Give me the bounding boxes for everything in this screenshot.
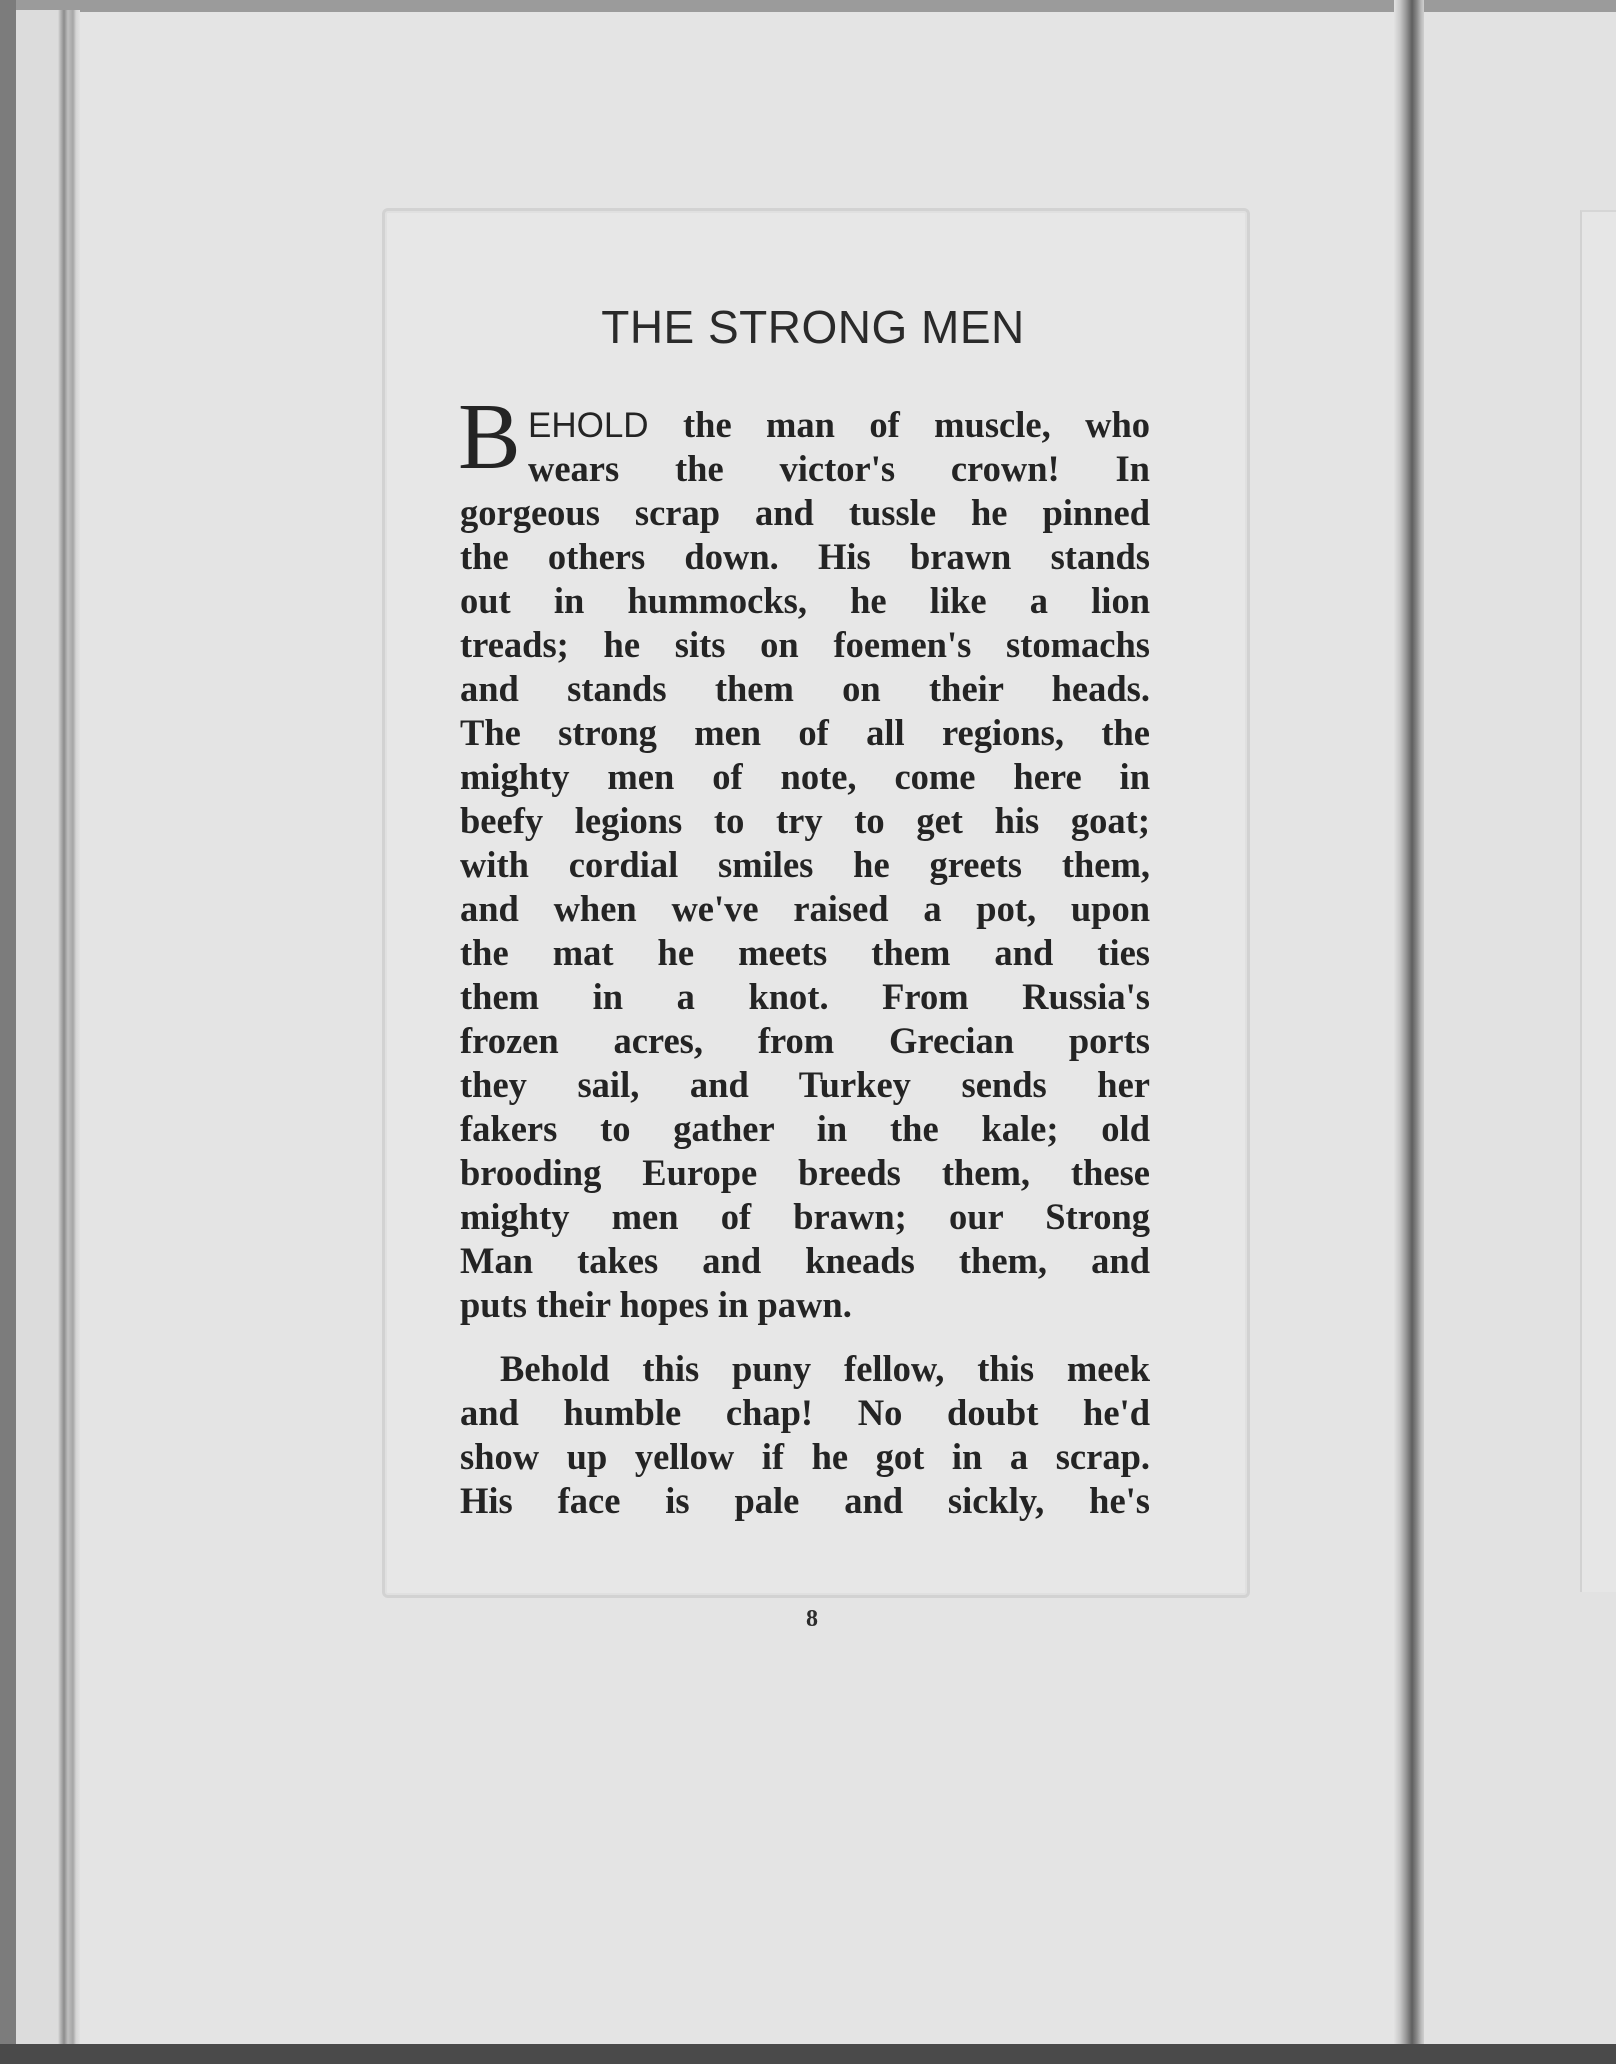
text-line: and when we've raised a pot, upon [460, 888, 1150, 929]
page-number: 8 [806, 1606, 818, 1632]
facing-page-plate-mark [1580, 210, 1616, 1592]
drop-cap: B [458, 385, 521, 489]
text-line: they sail, and Turkey sends her [460, 1064, 1150, 1105]
text-line: fakers to gather in the kale; old [460, 1108, 1150, 1149]
text-line: out in hummocks, he like a lion [460, 580, 1150, 621]
page-title: THE STRONG MEN [601, 301, 1025, 353]
text-line: them in a knot. From Russia's [460, 976, 1150, 1017]
text-line: the mat he meets them and ties [460, 932, 1150, 973]
text-line: puts their hopes in pawn. [460, 1284, 852, 1325]
first-line-rest: the man of muscle, who [682, 404, 1151, 445]
text-line: His face is pale and sickly, he's [460, 1480, 1150, 1521]
text-line-first [528, 403, 1150, 447]
page-stack-edges [16, 10, 80, 2044]
first-word-smallcaps: EHOLD [528, 406, 649, 445]
text-line: The strong men of all regions, the [460, 712, 1150, 753]
text-line: gorgeous scrap and tussle he pinned [460, 492, 1150, 533]
text-line: mighty men of brawn; our Strong [460, 1196, 1150, 1237]
text-line: and humble chap! No doubt he'd [460, 1392, 1150, 1433]
text-line: Man takes and kneads them, and [460, 1240, 1150, 1281]
text-line: and stands them on their heads. [460, 668, 1150, 709]
text-line: show up yellow if he got in a scrap. [460, 1436, 1150, 1477]
text-line: frozen acres, from Grecian ports [460, 1020, 1150, 1061]
scan-bottom-border [0, 2044, 1616, 2064]
text-line: wears the victor's crown! In [528, 448, 1150, 489]
book-gutter [1394, 0, 1424, 2044]
text-line: treads; he sits on foemen's stomachs [460, 624, 1150, 665]
text-line: brooding Europe breeds them, these [460, 1152, 1150, 1193]
text-line: Behold this puny fellow, this meek [500, 1348, 1150, 1389]
scan-top-border [0, 0, 1616, 12]
text-line: the others down. His brawn stands [460, 536, 1150, 577]
scan-left-border [0, 0, 16, 2064]
text-line: mighty men of note, come here in [460, 756, 1150, 797]
text-line: with cordial smiles he greets them, [460, 844, 1150, 885]
text-line: beefy legions to try to get his goat; [460, 800, 1150, 841]
